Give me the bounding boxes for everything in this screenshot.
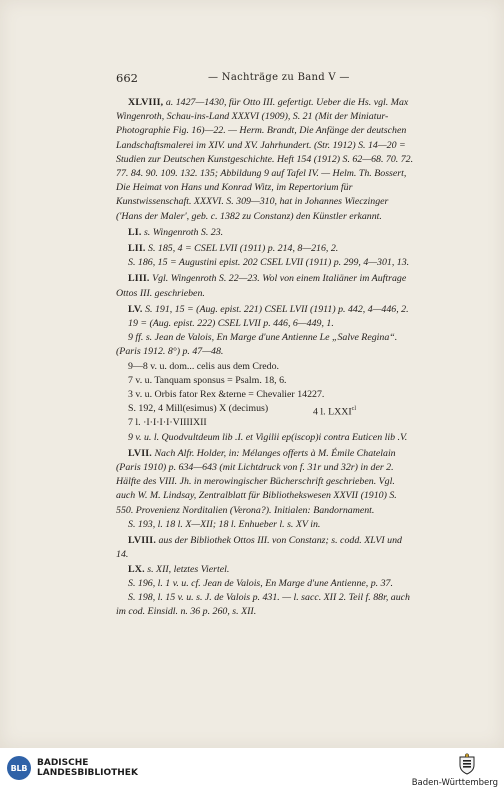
- paragraph: 7 l. ·I·I·I·I·VIIIIXII: [128, 417, 207, 429]
- blb-logo[interactable]: BLB: [7, 756, 31, 780]
- paragraph: LVIII. aus der Bibliothek Ottos III. von Constanz; s. codd. XLVI und 14.: [116, 535, 402, 561]
- coat-of-arms-icon: [457, 753, 477, 775]
- paragraph: 9 ff. s. Jean de Valois, En Marge d'une Antienne Le „Salve Regina“. (Paris 1912. 8°) p. 47—48.: [116, 332, 398, 358]
- paragraph: 4 l. $LXXI^{cl}$ S. 192, 4 Mill(esimus) X (decimus): [116, 402, 416, 416]
- paragraph: S. 198, l. 15 v. u. s. J. de Valois p. 431. — l. sacc. XII 2. Teil f. 88r, auch im cod. Einsidl. n. 36 p. 260, s. XII.: [116, 591, 410, 618]
- paragraph: LX. s. XII, letztes Viertel.: [128, 563, 230, 575]
- paragraph: LIII. Vgl. Wingenroth S. 22—23. Wol von einem Italiäner im Auftrage Ottos III. geschrieben.: [116, 273, 407, 299]
- paragraph: 19 = (Aug. epist. 222) CSEL LVII p. 446, 6—449, 1.: [128, 318, 334, 330]
- library-name[interactable]: BADISCHE LANDESBIBLIOTHEK: [37, 758, 138, 778]
- running-head: — Nachträge zu Band V —: [208, 72, 350, 83]
- page-body: [116, 96, 416, 619]
- margin-note: 4 l. $LXXI^{cl}$: [312, 406, 356, 418]
- paragraph: LV. S. 191, 15 = (Aug. epist. 221) CSEL LVII (1911) p. 442, 4—446, 2.: [128, 303, 409, 315]
- paragraph: S. 196, l. 1 v. u. cf. Jean de Valois, En Marge d'une Antienne, p. 37.: [128, 577, 393, 589]
- paragraph: 3 v. u. Orbis fator Rex &terne = Chevalier 14227.: [128, 389, 325, 401]
- footer-bar: [0, 748, 504, 795]
- paragraph: LII. S. 185, 4 = CSEL LVII (1911) p. 214, 8—216, 2.: [128, 243, 339, 255]
- page-header: [116, 71, 416, 87]
- paragraph: LI. s. Wingenroth S. 23.: [128, 226, 224, 238]
- paragraph: 9—8 v. u. dom... celis aus dem Credo.: [128, 360, 280, 372]
- partner-name[interactable]: Baden-Württemberg: [411, 778, 498, 788]
- paragraph: LVII. Nach Alfr. Holder, in: Mélanges offerts à M. Émile Chatelain (Paris 1910) p. 634—643 (mit Lichtdruck von f. 31r und 32r) in der 2. Hälfte des VIII. Jh. in merowingischer Bücherschrift geschrieben. Vgl. auch W. M. Lindsay, Zentralblatt für Bibliothekswesen XXVII (1910) S. 550. Provenienz Norditalien (Verona?). Initialen: Bandornament.: [116, 447, 397, 516]
- paragraph: XLVIII, a. 1427—1430, für Otto III. gefertigt. Ueber die Hs. vgl. Max Wingenroth, Schau-ins-Land XXXVI (1909), S. 21 (Mit der Miniatur-Photographie Fig. 16)—22. — Herm. Brandt, Die Anfänge der deutschen Landschaftsmalerei im XIV. und XV. Jahrhundert. (Str. 1912) S. 14—20 = Studien zur Deutschen Kunstgeschichte. Heft 154 (1912) S. 62—68. 70. 72. 77. 84. 90. 109. 132. 135; Abbildung 9 auf Tafel IV. — Helm. Th. Bossert, Die Heimat von Hans und Konrad Witz, im Repertorium für Kunstwissenschaft. XXXVI. S. 309—310, hat in Johannes Wieczinger ('Hans der Maler', geb. c. 1382 zu Constanz) den Künstler erkannt.: [116, 97, 414, 222]
- page-number: 662: [116, 71, 138, 85]
- paragraph: S. 193, l. 18 l. X—XII; 18 l. Enhueber l. s. XV in.: [128, 518, 321, 530]
- paragraph: 7 v. u. Tanquam sponsus = Psalm. 18, 6.: [128, 374, 287, 386]
- paragraph: S. 186, 15 = Augustini epist. 202 CSEL LVII (1911) p. 299, 4—301, 13.: [128, 257, 410, 269]
- paragraph: 9 v. u. l. Quodvultdeum lib .I. et Vigilii ep(iscop)i contra Euticen lib .V.: [128, 431, 408, 443]
